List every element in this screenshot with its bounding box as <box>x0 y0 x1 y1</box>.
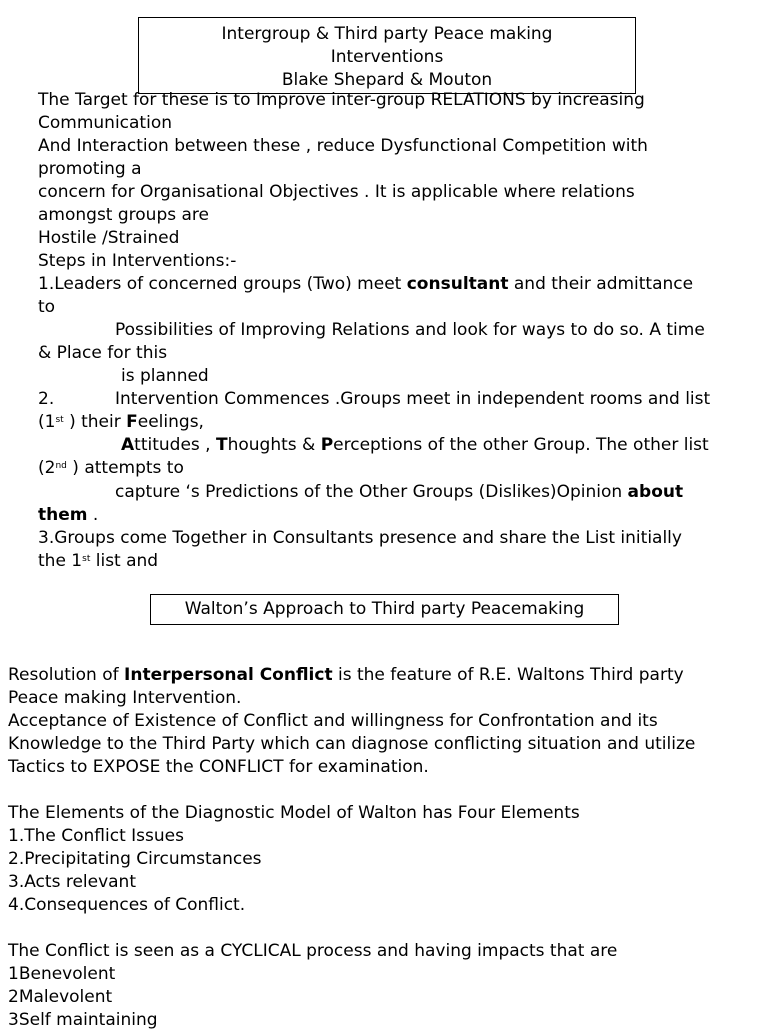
title-line-2: Interventions <box>330 47 444 67</box>
body-line: The Target for these is to Improve inter-group RELATIONS by increasing <box>38 90 645 110</box>
body-line <box>38 411 204 434</box>
bold-run: P <box>320 435 334 455</box>
body-line: And Interaction between these , reduce Dysfunctional Competition with <box>38 136 648 156</box>
superscript: nd <box>55 461 67 471</box>
body-line: Peace making Intervention. <box>8 688 242 708</box>
text-run: and their admittance <box>508 274 694 294</box>
superscript: st <box>82 554 91 564</box>
body-line: Communication <box>38 113 172 133</box>
step-2-line: Intervention Commences .Groups meet in independent rooms and list <box>115 389 711 409</box>
step-2-number: 2. <box>38 389 55 409</box>
title-line-1: Intergroup & Third party Peace making <box>221 24 553 44</box>
text-run: eelings, <box>137 412 204 432</box>
bold-run: consultant <box>406 274 509 294</box>
text-run: ) their <box>63 412 127 432</box>
body-line: concern for Organisational Objectives . It is applicable where relations <box>38 182 635 202</box>
body-line <box>8 664 684 687</box>
step-3-line: 3.Groups come Together in Consultants presence and share the List initially <box>38 528 682 548</box>
bold-run: F <box>126 412 138 432</box>
bold-run: about <box>627 482 684 502</box>
body-line <box>38 550 158 573</box>
body-line <box>38 457 184 480</box>
text-run: ttitudes , <box>134 435 216 455</box>
text-run: 1.Leaders of concerned groups (Two) meet <box>38 274 407 294</box>
text-run: list and <box>90 551 159 571</box>
impact-item: 3Self maintaining <box>8 1010 158 1030</box>
body-line: Acceptance of Existence of Conflict and willingness for Confrontation and its <box>8 711 658 731</box>
body-line: & Place for this <box>38 343 168 363</box>
impact-item: 1Benevolent <box>8 964 116 984</box>
text-run: houghts & <box>227 435 321 455</box>
body-line: Possibilities of Improving Relations and look for ways to do so. A time <box>115 320 705 340</box>
text-run: (2 <box>38 458 56 478</box>
body-line: Knowledge to the Third Party which can diagnose conflicting situation and utilize <box>8 734 696 754</box>
body-line: amongst groups are <box>38 205 209 225</box>
impact-item: 2Malevolent <box>8 987 113 1007</box>
element-item: 1.The Conflict Issues <box>8 826 184 846</box>
body-line: Hostile /Strained <box>38 228 180 248</box>
title-line-3: Blake Shepard & Mouton <box>281 70 493 90</box>
steps-heading: Steps in Interventions:- <box>38 251 237 271</box>
body-line <box>38 504 98 527</box>
text-run: is the feature of R.E. Waltons Third party <box>332 665 684 685</box>
element-item: 2.Precipitating Circumstances <box>8 849 262 869</box>
cyclical-line: The Conflict is seen as a CYCLICAL process and having impacts that are <box>8 941 618 961</box>
body-line: promoting a <box>38 159 142 179</box>
body-line: to <box>38 297 56 317</box>
text-run: Resolution of <box>8 665 125 685</box>
elements-heading: The Elements of the Diagnostic Model of Walton has Four Elements <box>8 803 580 823</box>
element-item: 4.Consequences of Conflict. <box>8 895 246 915</box>
text-run: erceptions of the other Group. The other list <box>333 435 709 455</box>
bold-run: them <box>38 505 88 525</box>
text-run: ) attempts to <box>66 458 184 478</box>
bold-run: A <box>121 435 135 455</box>
body-line <box>121 434 709 457</box>
text-run: . <box>87 505 99 525</box>
superscript: st <box>55 415 64 425</box>
body-line: is planned <box>121 366 209 386</box>
text-run: capture ‘s Predictions of the Other Groups (Dislikes)Opinion <box>115 482 628 502</box>
text-run: (1 <box>38 412 56 432</box>
text-run: the 1 <box>38 551 83 571</box>
bold-run: Interpersonal Conflict <box>124 665 333 685</box>
step-1-line <box>38 273 693 296</box>
body-line <box>115 481 683 504</box>
element-item: 3.Acts relevant <box>8 872 136 892</box>
body-line: Tactics to EXPOSE the CONFLICT for examination. <box>8 757 429 777</box>
walton-heading-box <box>150 594 619 625</box>
walton-heading: Walton’s Approach to Third party Peacemaking <box>184 599 585 619</box>
bold-run: T <box>215 435 228 455</box>
